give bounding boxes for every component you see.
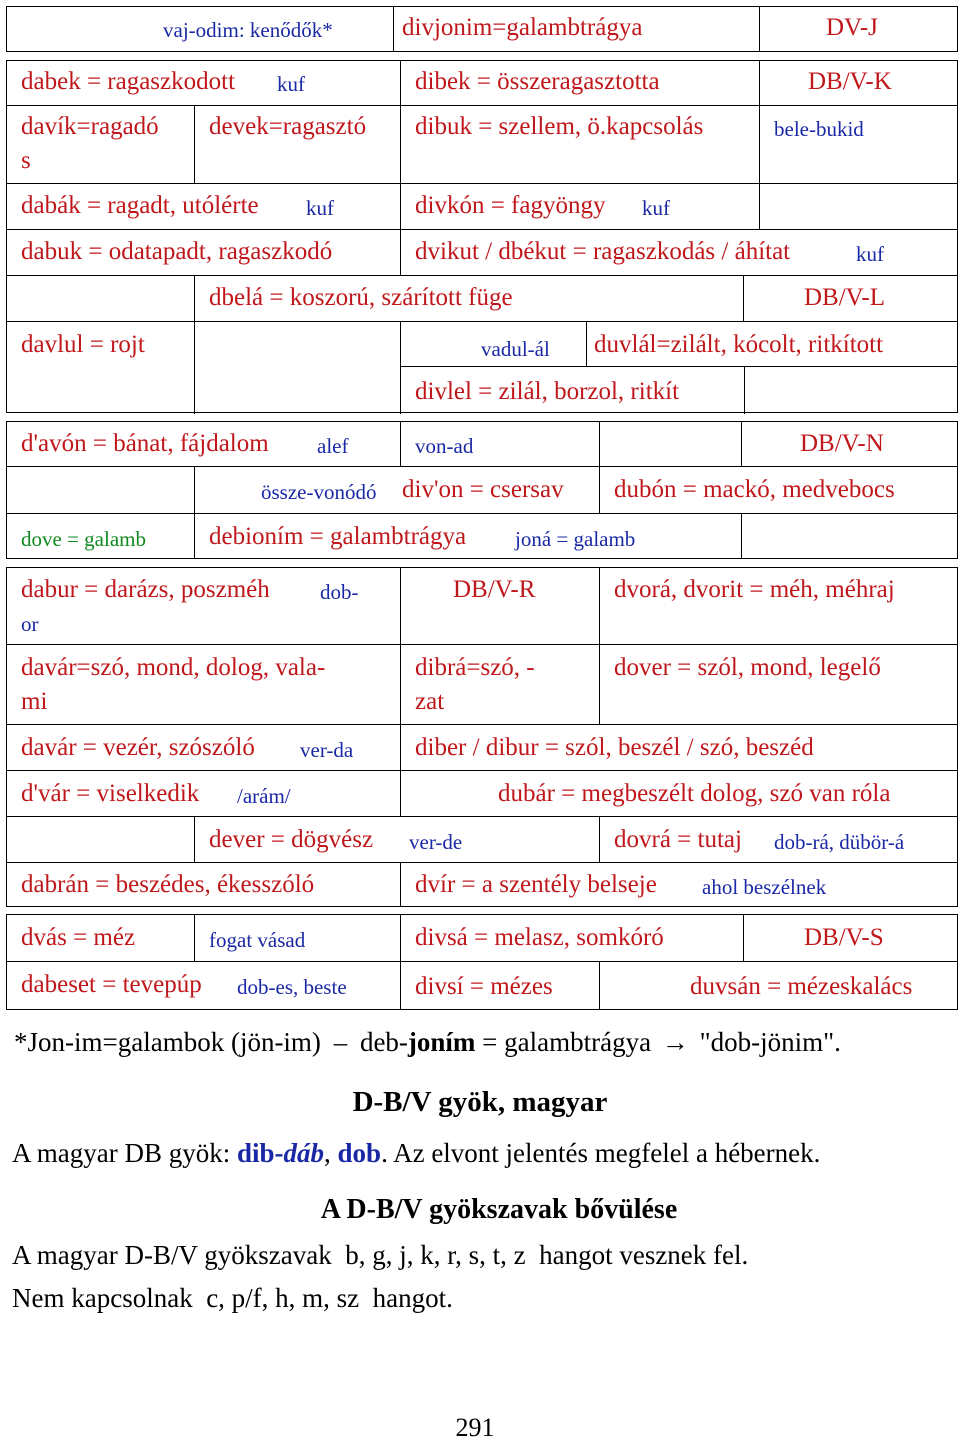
tag-kuf: kuf — [856, 242, 884, 266]
table-row — [7, 961, 957, 1010]
note-bele-bukid: bele-bukid — [774, 117, 864, 141]
table-cell — [400, 771, 957, 817]
note-vadul-al: vadul-ál — [481, 337, 550, 361]
entry-davik-wrap: s — [21, 147, 31, 174]
table-row — [7, 321, 957, 414]
table-row — [7, 644, 957, 725]
table-cell — [194, 467, 599, 514]
table-cell — [194, 915, 400, 961]
footnote — [14, 1026, 841, 1058]
table-row — [7, 568, 957, 644]
section-label-db-v-k: DB/V-K — [808, 68, 892, 95]
table-cell — [194, 276, 743, 322]
entry-dvikut: dvikut / dbékut = ragaszkodás / áhítat — [415, 238, 791, 265]
tag-kuf: kuf — [642, 196, 670, 220]
table-cell — [7, 962, 400, 1010]
entry-dubon: dubón = mackó, medvebocs — [614, 476, 895, 503]
table-cell — [759, 106, 957, 184]
table-row — [7, 183, 957, 230]
table-cell — [393, 7, 759, 51]
footnote-dash: – — [333, 1027, 348, 1057]
table-db-v-k-l — [6, 60, 958, 413]
table-row — [7, 770, 957, 817]
table-cell — [7, 771, 400, 817]
table-cell — [759, 7, 957, 51]
section-label-db-v-r: DB/V-R — [453, 576, 536, 603]
entry-dvora: dvorá, dvorit = méh, méhraj — [614, 576, 895, 603]
note-dob: dob- — [320, 580, 359, 604]
entry-dibuk: dibuk = szellem, ö.kapcsolás — [415, 113, 704, 140]
entry-davon: d'avón = bánat, fájdalom — [21, 430, 269, 457]
note-ahol-beszelnek: ahol beszélnek — [702, 875, 827, 899]
table-cell — [759, 184, 957, 230]
table-cell — [7, 106, 194, 184]
note-jona: joná = galamb — [515, 527, 636, 551]
entry-dabak: dabák = ragadt, utólérte — [21, 192, 259, 219]
table-cell — [599, 568, 957, 644]
table-cell — [7, 184, 400, 230]
table-cell — [7, 915, 194, 961]
table-row — [7, 816, 957, 863]
entry-davar-wrap: mi — [21, 688, 48, 715]
table-cell — [7, 422, 400, 466]
table-cell — [741, 514, 957, 559]
table-cell — [400, 962, 599, 1010]
note-ver-da: ver-da — [300, 738, 354, 762]
table-row — [7, 724, 957, 771]
table-cell — [7, 7, 393, 51]
table-cell — [7, 645, 400, 725]
table-cell — [194, 322, 400, 414]
note-dob-ra: dob-rá, dübör-á — [774, 830, 905, 854]
table-cell — [7, 322, 194, 414]
page-number: 291 — [455, 1413, 495, 1442]
heading-bovules: A D-B/V gyökszavak bővülése — [320, 1194, 678, 1225]
table-cell — [400, 322, 957, 414]
tag-alef: alef — [317, 434, 349, 458]
paragraph-text: A magyar DB gyök: — [12, 1138, 237, 1168]
footnote-text: deb- — [359, 1027, 408, 1057]
table-cell — [741, 422, 957, 466]
note-fogat-vasad: fogat vásad — [209, 928, 306, 952]
entry-davlul: davlul = rojt — [21, 331, 145, 358]
table-cell — [194, 817, 599, 863]
table-cell — [194, 106, 400, 184]
table-row — [7, 229, 957, 276]
entry-dabuk: dabuk = odatapadt, ragaszkodó — [21, 238, 333, 265]
entry-duvlal: duvlál=zilált, kócolt, ritkított — [594, 331, 884, 358]
entry-davik: davík=ragadó — [21, 113, 159, 140]
footnote-text: = galambtrágya — [475, 1027, 652, 1057]
table-cell — [599, 467, 957, 514]
paragraph-bovules: A magyar D-B/V gyökszavak b, g, j, k, r, s, t, z hangot vesznek fel. — [12, 1240, 749, 1270]
table-cell — [7, 863, 400, 907]
entry-divlel: divlel = zilál, borzol, ritkít — [415, 378, 680, 405]
table-cell — [7, 467, 194, 514]
table-cell — [194, 514, 741, 559]
table-cell — [599, 645, 957, 725]
entry-dibra: dibrá=szó, - — [415, 654, 535, 681]
entry-dever: dever = dögvész — [209, 826, 374, 853]
entry-divsi: divsí = mézes — [415, 973, 553, 1000]
footnote-text: *Jon-im=galambok (jön-im) — [14, 1027, 321, 1057]
paragraph-text: . Az elvont jelentés megfelel a hébernek. — [381, 1138, 821, 1168]
table-cell — [400, 230, 957, 276]
word-dash: - — [274, 1138, 284, 1168]
table-cell — [400, 725, 957, 771]
table-row — [7, 466, 957, 514]
entry-debionim: debioním = galambtrágya — [209, 523, 467, 550]
entry-dabran: dabrán = beszédes, ékesszóló — [21, 871, 315, 898]
tag-kuf: kuf — [277, 72, 305, 96]
table-cell — [400, 106, 759, 184]
entry-dove: dove = galamb — [21, 527, 146, 551]
table-db-v-r — [6, 567, 958, 907]
word-dib: dib — [236, 1138, 275, 1168]
paragraph-magyar-db — [12, 1137, 820, 1169]
entry-dbela: dbelá = koszorú, szárított füge — [209, 284, 513, 311]
entry-dibek: dibek = összeragasztotta — [415, 68, 660, 95]
note-ver-de: ver-de — [409, 830, 463, 854]
arrow-right-icon: → — [661, 1027, 689, 1057]
table-db-v-n — [6, 421, 958, 559]
word-dab: dáb — [283, 1138, 325, 1168]
table-dv-j — [6, 6, 958, 52]
entry-dibra-wrap: zat — [415, 688, 445, 715]
table-cell — [7, 61, 400, 105]
table-row — [7, 513, 957, 559]
note-dob-es: dob-es, beste — [237, 975, 347, 999]
entry-duvsan: duvsán = mézeskalács — [690, 973, 913, 1000]
section-label-dv-j: DV-J — [826, 14, 878, 41]
table-row — [7, 862, 957, 907]
entry-davar-vezer: davár = vezér, szószóló — [21, 734, 255, 761]
entry-dabur: dabur = darázs, poszméh — [21, 576, 270, 603]
table-cell — [7, 725, 400, 771]
table-row — [7, 915, 957, 961]
section-label-db-v-n: DB/V-N — [800, 430, 884, 457]
table-row — [7, 275, 957, 322]
note-ossze-vonodo: össze-vonódó — [261, 480, 377, 504]
table-cell — [759, 61, 957, 105]
note-aram: /arám/ — [237, 784, 291, 808]
table-cell — [400, 184, 759, 230]
table-cell — [400, 61, 759, 105]
section-label-db-v-l: DB/V-L — [804, 284, 886, 311]
table-cell — [7, 568, 400, 644]
table-cell — [743, 276, 957, 322]
footnote-text: "dob-jönim". — [699, 1027, 841, 1057]
entry-divkon: divkón = fagyöngy — [415, 192, 606, 219]
entry-devek: devek=ragasztó — [209, 113, 367, 140]
table-row — [7, 61, 957, 105]
entry-divjonim: divjonim=galambtrágya — [402, 14, 643, 41]
paragraph-text: , — [324, 1138, 338, 1168]
section-label-db-v-s: DB/V-S — [804, 924, 884, 951]
table-cell — [400, 568, 599, 644]
entry-dubar: dubár = megbeszélt dolog, szó van róla — [498, 780, 891, 807]
note-von-ad: von-ad — [415, 434, 474, 458]
entry-dovra: dovrá = tutaj — [614, 826, 742, 853]
table-cell — [7, 230, 400, 276]
entry-diber: diber / dibur = szól, beszél / szó, beszéd — [415, 734, 814, 761]
table-cell — [7, 817, 194, 863]
footnote-bold-word: joním — [407, 1027, 476, 1057]
entry-dvar: d'vár = viselkedik — [21, 780, 200, 807]
table-cell — [743, 915, 957, 961]
label-vaj-odim: vaj-odim: kenődők* — [163, 18, 333, 42]
table-row — [7, 105, 957, 184]
entry-davar: davár=szó, mond, dolog, vala- — [21, 654, 326, 681]
table-cell — [599, 422, 741, 466]
word-dob: dob — [337, 1138, 382, 1168]
entry-divsa: divsá = melasz, somkóró — [415, 924, 664, 951]
table-row — [7, 7, 957, 51]
table-cell — [400, 863, 957, 907]
table-db-v-s — [6, 914, 958, 1010]
entry-dover: dover = szól, mond, legelő — [614, 654, 881, 681]
table-cell — [400, 915, 743, 961]
table-cell — [599, 962, 957, 1010]
entry-dabek: dabek = ragaszkodott — [21, 68, 236, 95]
entry-divon: div'on = csersav — [402, 476, 564, 503]
entry-dvas: dvás = méz — [21, 924, 136, 951]
table-cell — [599, 817, 957, 863]
entry-dabeset: dabeset = tevepúp — [21, 971, 202, 998]
table-cell — [7, 514, 194, 559]
note-dob-wrap: or — [21, 612, 39, 636]
table-cell — [400, 422, 599, 466]
table-row — [7, 422, 957, 466]
table-cell — [7, 276, 194, 322]
entry-dvir: dvír = a szentély belseje — [415, 871, 657, 898]
paragraph-nem-kapcsolnak: Nem kapcsolnak c, p/f, h, m, sz hangot. — [12, 1283, 453, 1313]
table-cell — [400, 645, 599, 725]
heading-dbv-gyok: D-B/V gyök, magyar — [352, 1086, 608, 1118]
tag-kuf: kuf — [306, 196, 334, 220]
